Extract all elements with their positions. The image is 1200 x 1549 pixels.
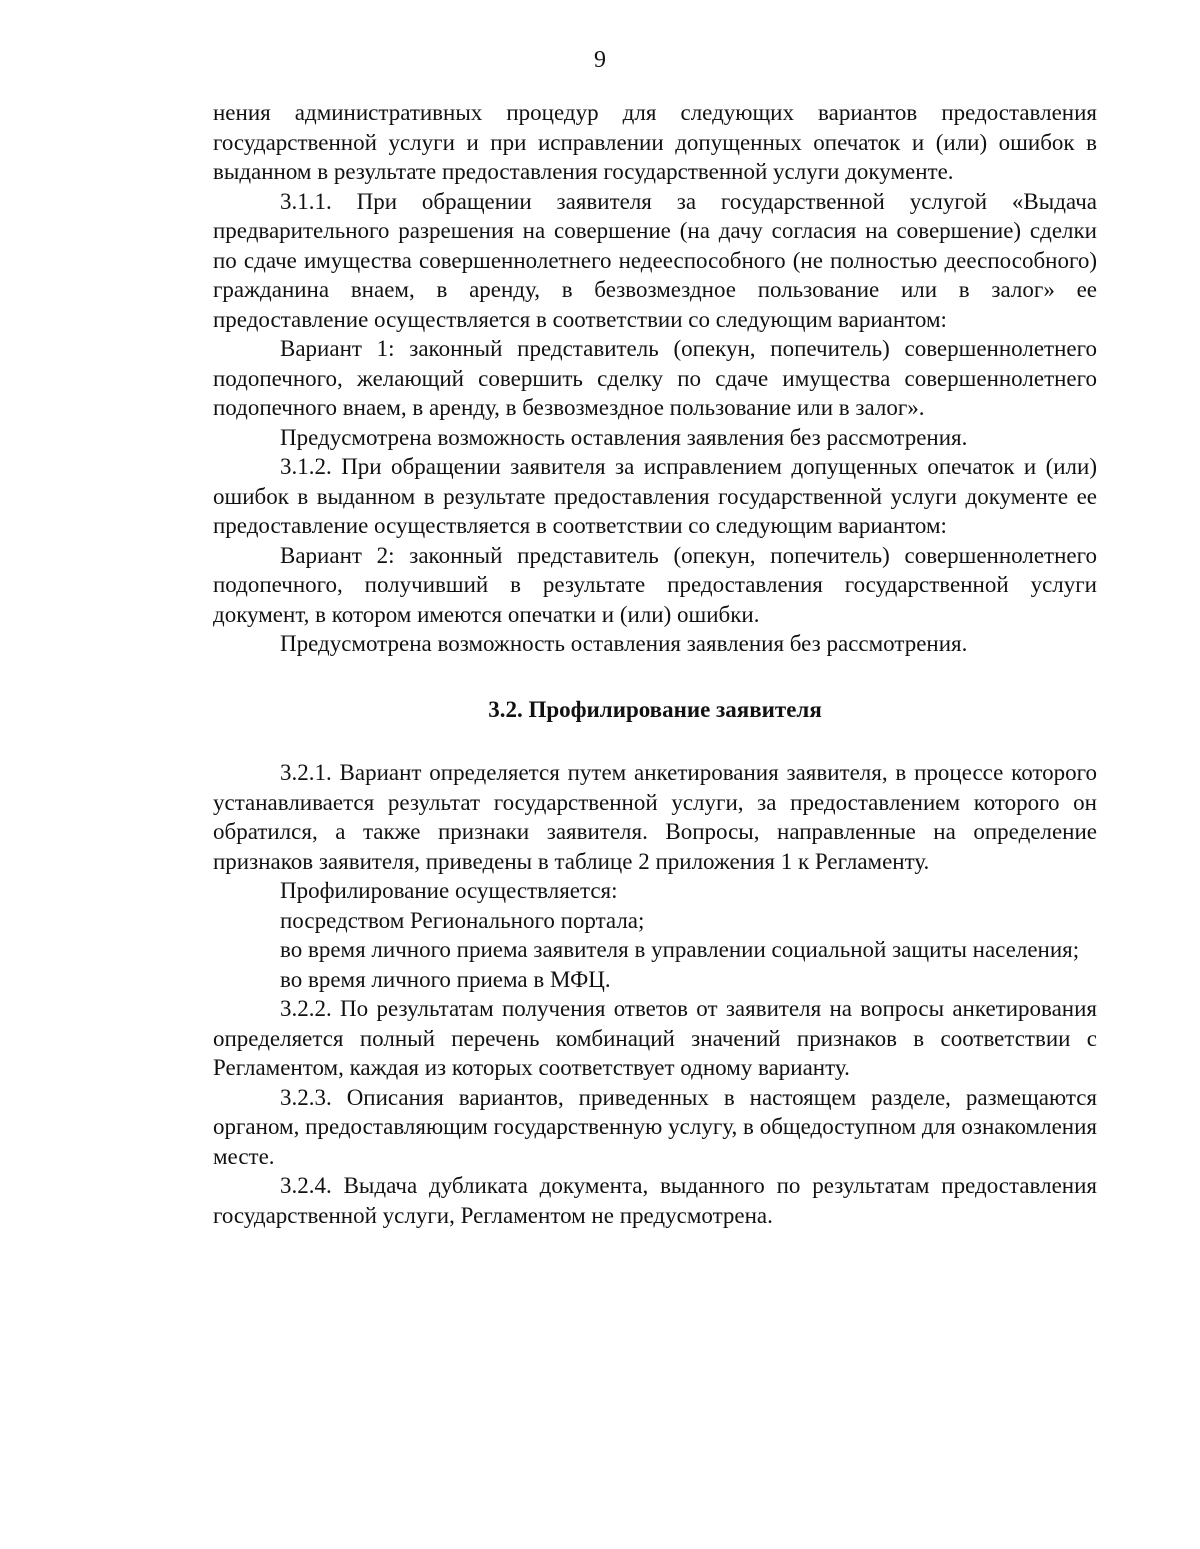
- paragraph-variant-1: Вариант 1: законный представитель (опекун, попечитель) совершеннолетнего подопечного, желающий совершить сделку по сдаче имущества совершеннолетнего подопечного внаем, в аренду, в безвозмездное пользование или в залог».: [213, 336, 1097, 420]
- paragraph-3-2-2: 3.2.2. По результатам получения ответов от заявителя на вопросы анкетирования определяется полный перечень комбинаций значений признаков в соответствии с Регламентом, каждая из которых соответствует одному варианту.: [213, 996, 1097, 1080]
- paragraph-3-1-2: 3.1.2. При обращении заявителя за исправлением допущенных опечаток и (или) ошибок в выданном в результате предоставления государственной услуги документе ее предоставление осуществляется в соответствии со следующим вариантом:: [213, 454, 1097, 538]
- paragraph-continuation: нения административных процедур для следующих вариантов предоставления государственной услуги и при исправлении допущенных опечаток и (или) ошибок в выданном в результате предоставления государственной услуги документе.: [213, 100, 1097, 184]
- paragraph-3-2-3: 3.2.3. Описания вариантов, приведенных в настоящем разделе, размещаются органом, предоставляющим государственную услугу, в общедоступном для ознакомления месте.: [213, 1084, 1097, 1169]
- paragraph-no-review-2: Предусмотрена возможность оставления заявления без рассмотрения.: [280, 631, 968, 656]
- section-heading: 3.2. Профилирование заявителя: [488, 696, 822, 722]
- paragraph-variant-2: Вариант 2: законный представитель (опекун, попечитель) совершеннолетнего подопечного, получивший в результате предоставления государственной услуги документ, в котором имеются опечатки и (или) ошибки.: [213, 542, 1097, 627]
- paragraph-3-1-1: 3.1.1. При обращении заявителя за государственной услугой «Выдача предварительного разрешения на совершение (на дачу согласия на совершение) сделки по сдаче имущества совершеннолетнего недееспособного (не полностью дееспособного) гражданина внаем, в аренду, в безвозмездное пользование или в залог» ее предоставление осуществляется в соответствии со следующим вариантом:: [213, 188, 1097, 332]
- page-number: 9: [594, 47, 606, 73]
- paragraph-3-2-4: 3.2.4. Выдача дубликата документа, выданного по результатам предоставления государственной услуги, Регламентом не предусмотрена.: [213, 1173, 1097, 1228]
- list-item-regional-portal: посредством Регионального портала;: [280, 907, 645, 933]
- paragraph-profiling-intro: Профилирование осуществляется:: [280, 878, 618, 903]
- paragraph-no-review-1: Предусмотрена возможность оставления заявления без рассмотрения.: [280, 424, 968, 450]
- paragraph-3-2-1: 3.2.1. Вариант определяется путем анкетирования заявителя, в процессе которого устанавливается результат государственной услуги, за предоставлением которого он обратился, а также признаки заявителя. Вопросы, направленные на определение признаков заявителя, приведены в таблице 2 приложения 1 к Регламенту.: [213, 760, 1097, 874]
- list-item-mfc: во время личного приема в МФЦ.: [280, 966, 611, 992]
- list-item-social-protection: во время личного приема заявителя в управлении социальной защиты населения;: [280, 937, 1080, 962]
- document-body: [213, 98, 1097, 1230]
